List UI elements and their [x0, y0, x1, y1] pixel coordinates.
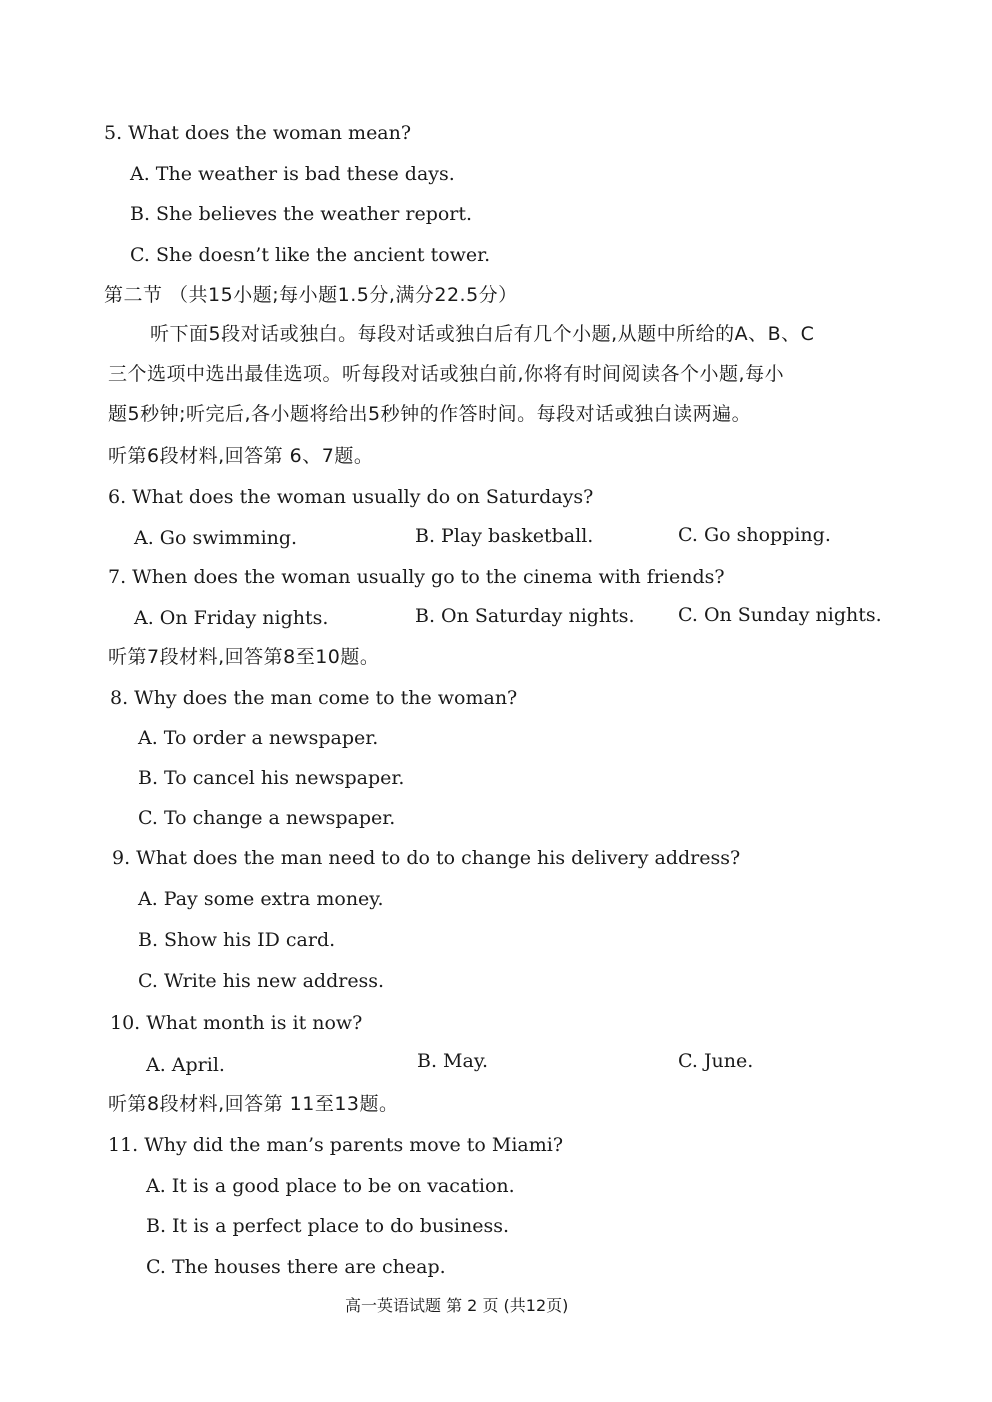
q10-option-c: C. June.	[678, 1050, 754, 1072]
question-11: 11. Why did the man’s parents move to Miami?	[108, 1134, 564, 1156]
q8-option-b: B. To cancel his newspaper.	[138, 767, 405, 789]
q11-option-b: B. It is a perfect place to do business.	[146, 1215, 510, 1237]
q6-option-c: C. Go shopping.	[678, 524, 831, 546]
q6-option-b: B. Play basketball.	[415, 525, 594, 547]
question-6: 6. What does the woman usually do on Saturdays?	[108, 486, 594, 508]
q7-option-b: B. On Saturday nights.	[415, 605, 635, 627]
question-10: 10. What month is it now?	[110, 1012, 363, 1034]
question-5: 5. What does the woman mean?	[104, 122, 412, 144]
question-8: 8. Why does the man come to the woman?	[110, 687, 518, 709]
q5-option-a: A. The weather is bad these days.	[130, 163, 455, 185]
q10-option-b: B. May.	[417, 1050, 489, 1072]
material-8-intro: 听第8段材料,回答第 11至13题。	[108, 1093, 399, 1115]
question-7: 7. When does the woman usually go to the cinema with friends?	[108, 566, 725, 588]
q11-option-a: A. It is a good place to be on vacation.	[146, 1175, 515, 1197]
q9-option-a: A. Pay some extra money.	[138, 888, 384, 910]
q5-option-b: B. She believes the weather report.	[130, 203, 473, 225]
q6-option-a: A. Go swimming.	[134, 527, 298, 549]
q7-option-c: C. On Sunday nights.	[678, 604, 882, 626]
material-7-intro: 听第7段材料,回答第8至10题。	[108, 646, 380, 668]
material-6-intro: 听第6段材料,回答第 6、7题。	[108, 445, 374, 467]
q10-option-a: A. April.	[146, 1054, 225, 1076]
q11-option-c: C. The houses there are cheap.	[146, 1256, 446, 1278]
q9-option-b: B. Show his ID card.	[138, 929, 336, 951]
question-9: 9. What does the man need to do to change his delivery address?	[112, 847, 741, 869]
instructions-line-3: 题5秒钟;听完后,各小题将给出5秒钟的作答时间。每段对话或独白读两遍。	[108, 403, 752, 425]
q7-option-a: A. On Friday nights.	[134, 607, 329, 629]
q8-option-c: C. To change a newspaper.	[138, 807, 396, 829]
q5-option-c: C. She doesn’t like the ancient tower.	[130, 244, 491, 266]
instructions-line-1: 听下面5段对话或独白。每段对话或独白后有几个小题,从题中所给的A、B、C	[150, 323, 815, 345]
q9-option-c: C. Write his new address.	[138, 970, 385, 992]
instructions-line-2: 三个选项中选出最佳选项。听每段对话或独白前,你将有时间阅读各个小题,每小	[108, 363, 785, 385]
page-footer: 高一英语试题 第 2 页 (共12页)	[345, 1296, 569, 1315]
q8-option-a: A. To order a newspaper.	[138, 727, 379, 749]
section-heading: 第二节 （共15小题;每小题1.5分,满分22.5分）	[104, 284, 518, 306]
